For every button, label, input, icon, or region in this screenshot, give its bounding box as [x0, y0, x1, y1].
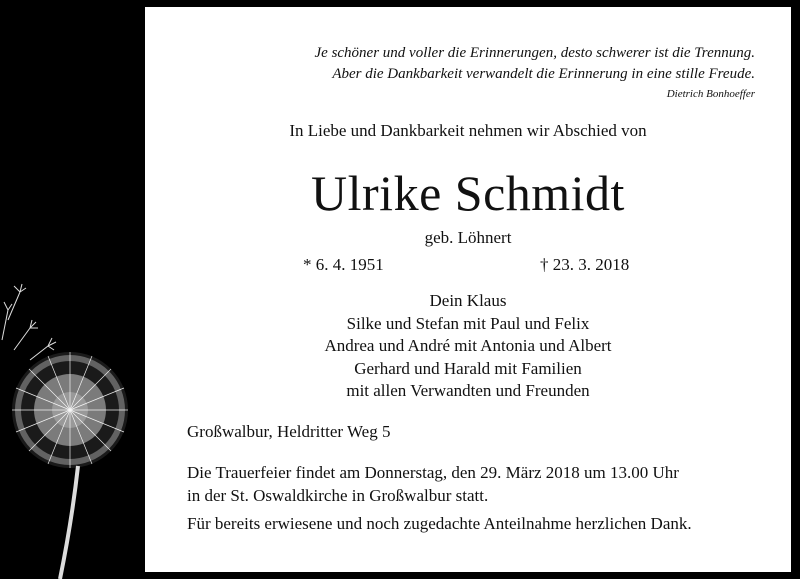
maiden-name: geb. Löhnert	[424, 228, 512, 247]
deceased-name: Ulrike Schmidt	[311, 165, 625, 221]
dandelion-head	[12, 352, 128, 468]
quote-line: Aber die Dankbarkeit verwandelt die Erinnerung in eine stille Freude.	[332, 66, 755, 82]
intro-text: In Liebe und Dankbarkeit nehmen wir Abschied von	[289, 121, 647, 140]
service-line: Die Trauerfeier findet am Donnerstag, den 29. März 2018 um 13.00 Uhr	[187, 463, 679, 482]
dandelion-image	[0, 280, 145, 579]
dandelion-seeds-floating	[2, 284, 56, 360]
mourners-list	[145, 290, 791, 403]
address: Großwalbur, Heldritter Weg 5	[187, 422, 391, 441]
service-line: in der St. Oswaldkirche in Großwalbur statt.	[187, 486, 489, 505]
quote-author: Dietrich Bonhoeffer	[666, 88, 755, 100]
funeral-service-info	[187, 461, 679, 507]
quote	[315, 43, 756, 85]
mourner-line: Dein Klaus	[429, 291, 507, 310]
mourner-line: Andrea und André mit Antonia und Albert	[324, 336, 612, 355]
mourner-line: Gerhard und Harald mit Familien	[354, 358, 582, 378]
mourner-line: Silke und Stefan mit Paul und Felix	[346, 313, 590, 333]
death-date: † 23. 3. 2018	[540, 255, 630, 274]
dandelion-stem	[60, 466, 78, 579]
mourner-line: mit allen Verwandten und Freunden	[346, 381, 590, 400]
thanks-note: Für bereits erwiesene und noch zugedachte Anteilnahme herzlichen Dank.	[187, 514, 692, 533]
obituary-card	[145, 7, 791, 572]
birth-date: * 6. 4. 1951	[303, 255, 384, 274]
quote-line: Je schöner und voller die Erinnerungen, desto schwerer ist die Trennung.	[314, 45, 755, 61]
